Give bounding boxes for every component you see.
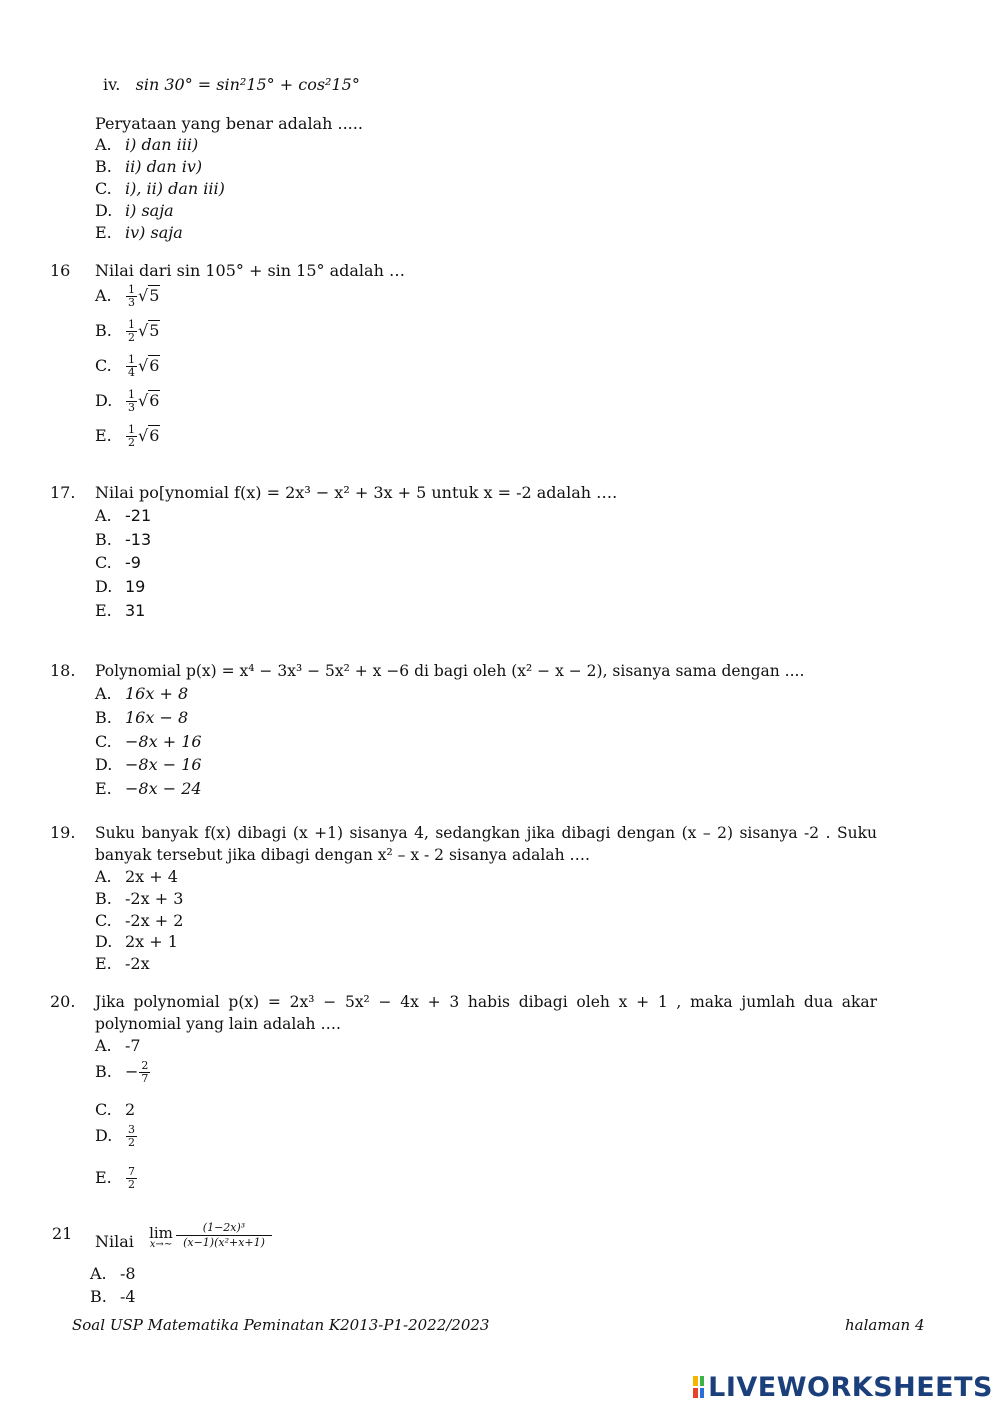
q17-option-a[interactable]: A. -21 [95,506,152,525]
fraction: $\frac{3}{2}$ [128,1123,135,1149]
q20-number: 20. [50,992,76,1011]
q19-number: 19. [50,823,76,842]
liveworksheets-brand[interactable] [693,1371,993,1403]
fraction: $\frac{1}{2}$ [128,423,135,449]
liveworksheets-logo-icon [693,1376,704,1398]
q15-prompt: Peryataan yang benar adalah ..... [95,114,363,133]
q18-number: 18. [50,661,76,680]
fraction: $\frac{1}{3}$ [128,283,135,309]
q15-item-iv-label: iv. [103,75,121,94]
q21-option-b[interactable]: B. -4 [90,1287,136,1306]
q19-line1: Suku banyak f(x) dibagi (x +1) sisanya 4, sedangkan jika dibagi dengan (x – 2) sisanya -2 . Suku [95,824,877,842]
q19-option-d[interactable]: D. 2x + 1 [95,932,178,951]
q15-item-iv-expr: sin 30° = sin²15° + cos²15° [135,75,360,94]
fraction: $\frac{1}{3}$ [128,388,135,414]
q15-option-d[interactable]: D. i) saja [95,201,174,220]
q18-text: Polynomial p(x) = x⁴ − 3x³ − 5x² + x −6 di bagi oleh (x² − x − 2), sisanya sama dengan .... [95,662,805,680]
q16-number: 16 [50,261,71,280]
q18-option-c[interactable]: C. −8x + 16 [95,732,202,751]
q20-option-e[interactable]: E. $\frac{7}{2}$ [95,1165,135,1191]
q19-option-b[interactable]: B. -2x + 3 [95,889,184,908]
q15-option-c[interactable]: C. i), ii) dan iii) [95,179,225,198]
q19-line2: banyak tersebut jika dibagi dengan x² – x - 2 sisanya adalah …. [95,846,590,864]
q17-text: Nilai po[ynomial f(x) = 2x³ − x² + 3x + 5 untuk x = -2 adalah …. [95,483,618,502]
footer-page-number: halaman 4 [845,1316,925,1334]
q16-option-d[interactable]: D. $\frac{1}{3}$ √6 [95,388,160,414]
sqrt: √5 [138,286,160,305]
q20-line2: polynomial yang lain adalah …. [95,1015,341,1033]
q18-option-b[interactable]: B. 16x − 8 [95,708,189,727]
q21-option-a[interactable]: A. -8 [90,1264,136,1283]
q20-option-b[interactable]: B. − $\frac{2}{7}$ [95,1059,149,1085]
q18-option-a[interactable]: A. 16x + 8 [95,684,189,703]
sqrt: √6 [138,426,160,445]
q15-option-a[interactable]: A. i) dan iii) [95,135,199,154]
q21-number: 21 [52,1224,73,1243]
q20-option-c[interactable]: C. 2 [95,1100,136,1119]
q17-option-e[interactable]: E. 31 [95,601,146,620]
fraction: $\frac{1}{4}$ [128,353,135,379]
q17-option-d[interactable]: D. 19 [95,577,146,596]
q15-option-b[interactable]: B. ii) dan iv) [95,157,203,176]
fraction: $\frac{1}{2}$ [128,318,135,344]
q16-option-c[interactable]: C. $\frac{1}{4}$ √6 [95,353,160,379]
q19-option-e[interactable]: E. -2x [95,954,150,973]
q17-number: 17. [50,483,76,502]
q16-text: Nilai dari sin 105° + sin 15° adalah … [95,261,405,280]
sqrt: √5 [138,321,160,340]
q21-fraction: (1−2x)³ (x−1)(x²+x+1) [176,1221,272,1250]
q18-option-e[interactable]: E. −8x − 24 [95,779,202,798]
q20-option-a[interactable]: A. -7 [95,1036,141,1055]
q17-option-b[interactable]: B. -13 [95,530,152,549]
q16-option-e[interactable]: E. $\frac{1}{2}$ √6 [95,423,160,449]
q18-option-d[interactable]: D. −8x − 16 [95,755,202,774]
q15-item-iv [103,75,360,95]
fraction: $\frac{7}{2}$ [128,1165,135,1191]
q17-option-c[interactable]: C. -9 [95,553,141,572]
q20-option-d[interactable]: D. $\frac{3}{2}$ [95,1123,135,1149]
q19-option-a[interactable]: A. 2x + 4 [95,867,178,886]
sqrt: √6 [138,391,160,410]
sqrt: √6 [138,356,160,375]
q20-line1: Jika polynomial p(x) = 2x³ − 5x² − 4x + 3 habis dibagi oleh x + 1 , maka jumlah dua akar [95,993,877,1011]
q16-option-a[interactable]: A. $\frac{1}{3}$ √5 [95,283,160,309]
q21-lead: Nilai [95,1232,134,1251]
q15-option-e[interactable]: E. iv) saja [95,223,183,242]
q16-option-b[interactable]: B. $\frac{1}{2}$ √5 [95,318,160,344]
brand-wordmark: LIVEWORKSHEETS [708,1371,993,1403]
fraction: $\frac{2}{7}$ [141,1059,149,1085]
footer-left: Soal USP Matematika Peminatan K2013-P1-2022/2023 [72,1316,490,1334]
q21-limit: lim x→∼ [149,1224,173,1250]
q19-option-c[interactable]: C. -2x + 2 [95,911,184,930]
